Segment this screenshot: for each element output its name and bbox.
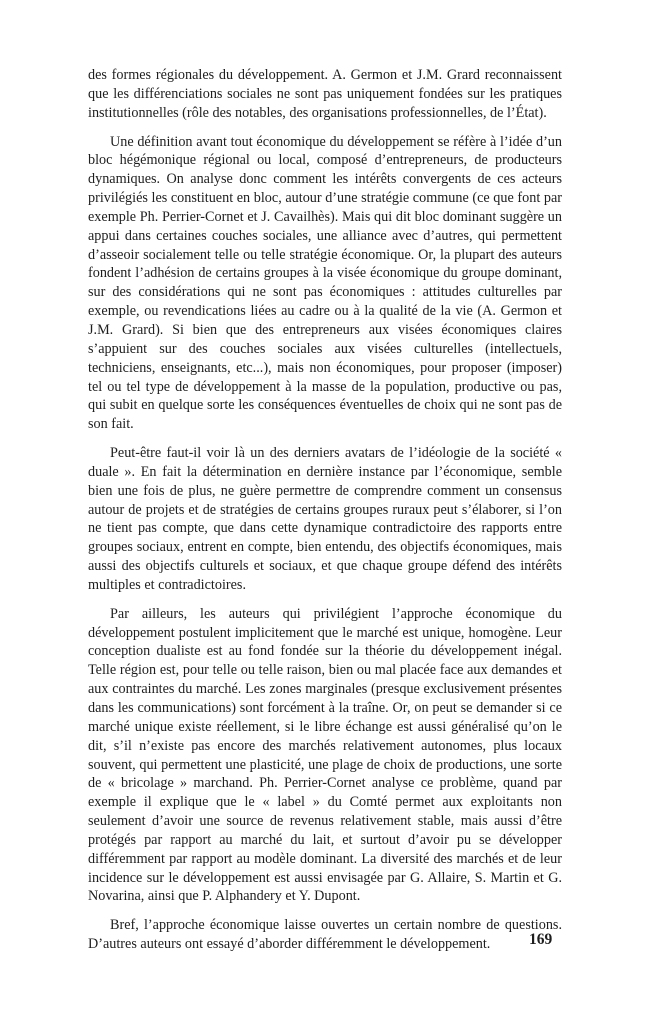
paragraph: des formes régionales du développement. A. Germon et J.M. Grard reconnaissent que les différenciations sociales ne sont pas uniquement fondées sur les pratiques institutionnelles (rôle des notables, des organisations professionnelles, de l’État). [88,67,562,121]
paragraph: Bref, l’approche économique laisse ouvertes un certain nombre de questions. D’autres auteurs ont essayé d’aborder différemment le développement. [88,917,562,953]
paragraph: Une définition avant tout économique du développement se réfère à l’idée d’un bloc hégémonique régional ou local, composé d’entrepreneurs, de producteurs dynamiques. On analyse donc comment les intérêts convergents de ces acteurs privilégiés les constituent en bloc, autour d’une stratégie commune (ce que font par exemple Ph. Perrier-Cornet et J. Cavailhès). Mais qui dit bloc dominant suggère un appui dans certaines couches sociales, une alliance avec d’autres, qui permettent d’asseoir socialement telle ou telle stratégie économique. Or, la plupart des auteurs fondent l’adhésion de certains groupes à la visée économique du groupe dominant, sur des considérations qui ne sont pas économiques : attitudes culturelles par exemple, ou revendications liées au cadre ou à la qualité de la vie (A. Germon et J.M. Grard). Si bien que des entrepreneurs aux visées économiques claires s’appuient sur des couches sociales aux visées culturelles (intellectuels, techniciens, enseignants, etc...), mais non économiques, pour proposer (imposer) tel ou tel type de développement à la masse de la population, productive ou pas, qui subit en quelque sorte les conséquences éventuelles de choix qui ne sont pas de son fait. [88,133,562,433]
paragraph: Par ailleurs, les auteurs qui privilégient l’approche économique du développement postulent implicitement que le marché est unique, homogène. Leur conception dualiste est au fond fondée sur la théorie du développement inégal. Telle région est, pour telle ou telle raison, bien ou mal placée face aux demandes et aux contraintes du marché. Les zones marginales (presque exclusivement présentes dans les communications) sont forcément à la traîne. Or, on peut se demander si ce marché unique existe réellement, si le libre échange est aussi généralisé qu’on le dit, s’il n’existe pas encore des marchés relativement autonomes, plus locaux souvent, qui permettent une plasticité, une plage de choix de productions, une sorte de « bricolage » marchand. Ph. Perrier-Cornet analyse ce problème, quand par exemple il explique que le « label » du Comté permet aux exploitants non seulement d’avoir une source de revenus relativement stable, mais aussi d’être protégés par rapport au marché du lait, et surtout d’avoir pu se développer différemment par rapport au modèle dominant. La diversité des marchés et de leur incidence sur le développement est aussi envisagée par G. Allaire, S. Martin et G. Novarina, ainsi que P. Alphandery et Y. Dupont. [88,605,562,905]
paragraph: Peut-être faut-il voir là un des derniers avatars de l’idéologie de la société « duale ». En fait la détermination en dernière instance par l’économique, semble bien une fois de plus, ne guère permettre de comprendre comment un consensus autour de projets et de stratégies de certains groupes ruraux peut s’élaborer, si l’on ne tient pas compte, que dans cette dynamique contradictoire des rapports entre groupes sociaux, entrent en compte, bien entendu, des objectifs économiques, mais aussi des objectifs culturels et sociaux, et que chaque groupe défend des intérêts multiples et contradictoires. [88,445,562,593]
page-number: 169 [529,931,553,948]
page-body [88,66,562,954]
